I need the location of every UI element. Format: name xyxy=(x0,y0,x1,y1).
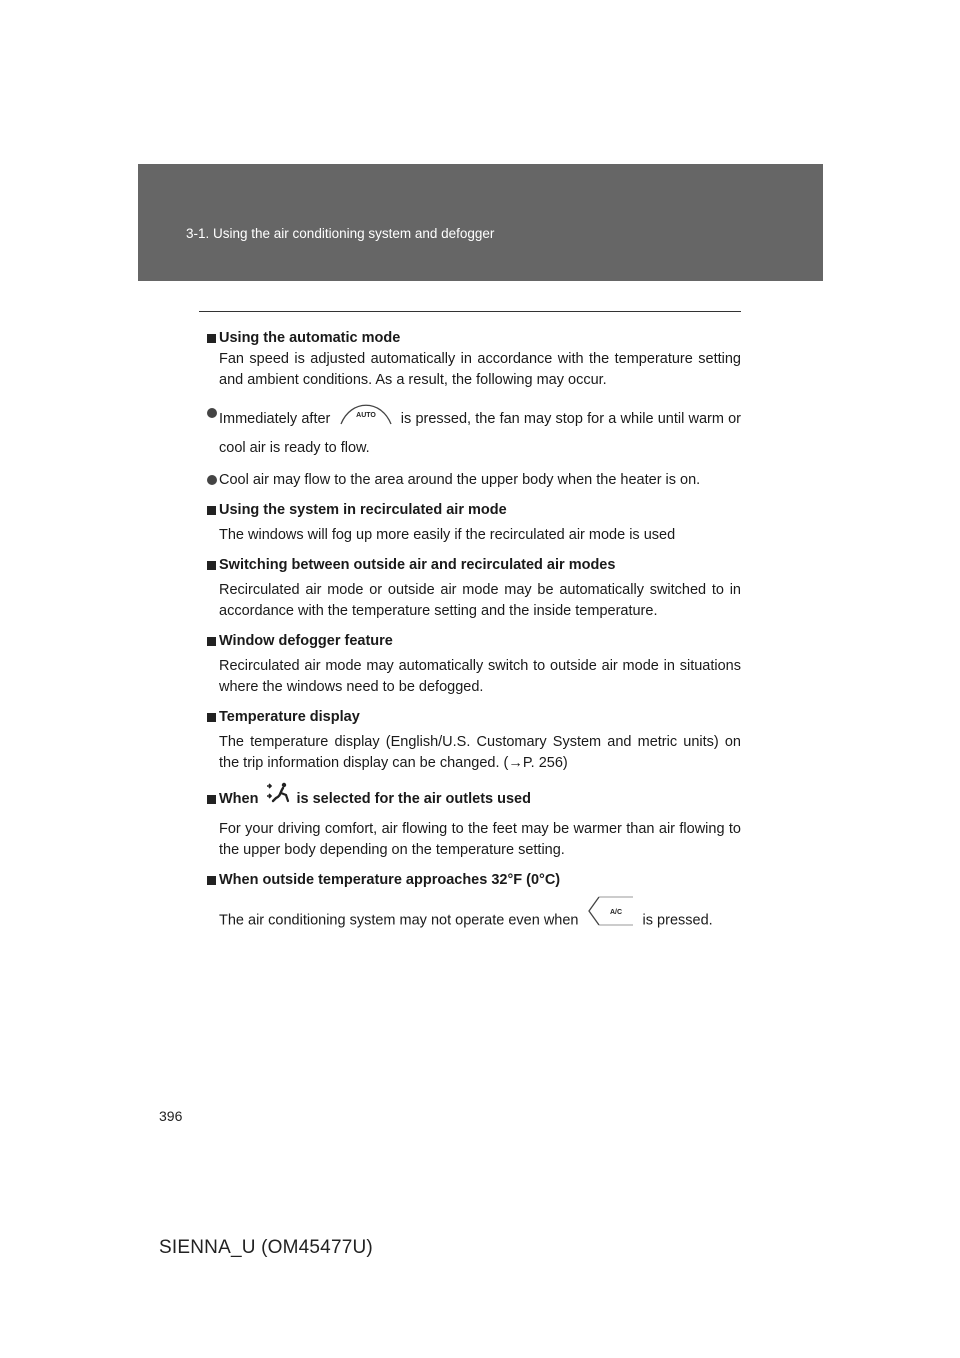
round-bullet-icon xyxy=(207,408,217,418)
ac-button-label: A/C xyxy=(609,909,622,916)
auto-button-label: AUTO xyxy=(355,412,376,419)
seat-foot-airflow-icon xyxy=(264,782,290,811)
bullet-cool-air-upper-body: Cool air may flow to the area around the upper body when the heater is on. xyxy=(207,470,741,491)
section-header-band xyxy=(138,164,823,281)
main-content xyxy=(207,328,741,938)
section-text-recirc-mode: The windows will fog up more easily if the recirculated air mode is used xyxy=(219,527,676,543)
section-title-defogger: Window defogger feature xyxy=(207,631,741,652)
section-title-auto-mode: Using the automatic mode xyxy=(207,328,741,349)
auto-button-icon xyxy=(339,395,393,435)
square-bullet-icon xyxy=(207,506,216,515)
section-title-recirc-mode: Using the system in recirculated air mode xyxy=(207,500,741,521)
section-text-defogger: Recirculated air mode may automatically switch to outside air mode in situations where the windows need to be defogged. xyxy=(219,658,741,695)
round-bullet-icon xyxy=(207,475,217,485)
section-text-temp-display: The temperature display (English/U.S. Customary System and metric units) on the trip information display can be changed. (→P. 256) xyxy=(219,734,741,771)
square-bullet-icon xyxy=(207,561,216,570)
section-text-auto-mode: Fan speed is adjusted automatically in accordance with the temperature setting and ambient conditions. As a result, the following may occur. xyxy=(219,351,741,388)
page-number: 396 xyxy=(159,1108,183,1124)
square-bullet-icon xyxy=(207,876,216,885)
top-divider xyxy=(199,311,741,312)
section-header-title: 3-1. Using the air conditioning system and defogger xyxy=(186,226,495,241)
bullet-auto-fan-stop: Immediately after AUTO is pressed, the fan may stop for a while until warm or cool air is ready to flow. xyxy=(207,403,741,462)
section-text-air-outlets: For your driving comfort, air flowing to the feet may be warmer than air flowing to the upper body depending on the temperature setting. xyxy=(219,821,741,858)
section-title-outside-temp: When outside temperature approaches 32°F (0°C) xyxy=(207,870,741,891)
square-bullet-icon xyxy=(207,334,216,343)
square-bullet-icon xyxy=(207,637,216,646)
section-title-switching: Switching between outside air and recirculated air modes xyxy=(207,555,741,576)
square-bullet-icon xyxy=(207,713,216,722)
square-bullet-icon xyxy=(207,795,216,804)
section-text-switching: Recirculated air mode or outside air mode may be automatically switched to in accordance with the temperature setting and the inside temperature. xyxy=(219,582,741,619)
document-footer: SIENNA_U (OM45477U) xyxy=(159,1237,373,1258)
section-text-outside-temp: The air conditioning system may not operate even when A/C is pressed. xyxy=(219,903,741,938)
ac-button-icon xyxy=(587,895,635,938)
section-title-temp-display: Temperature display xyxy=(207,707,741,728)
section-title-air-outlets: When is selected for the air outlets used xyxy=(207,788,741,811)
